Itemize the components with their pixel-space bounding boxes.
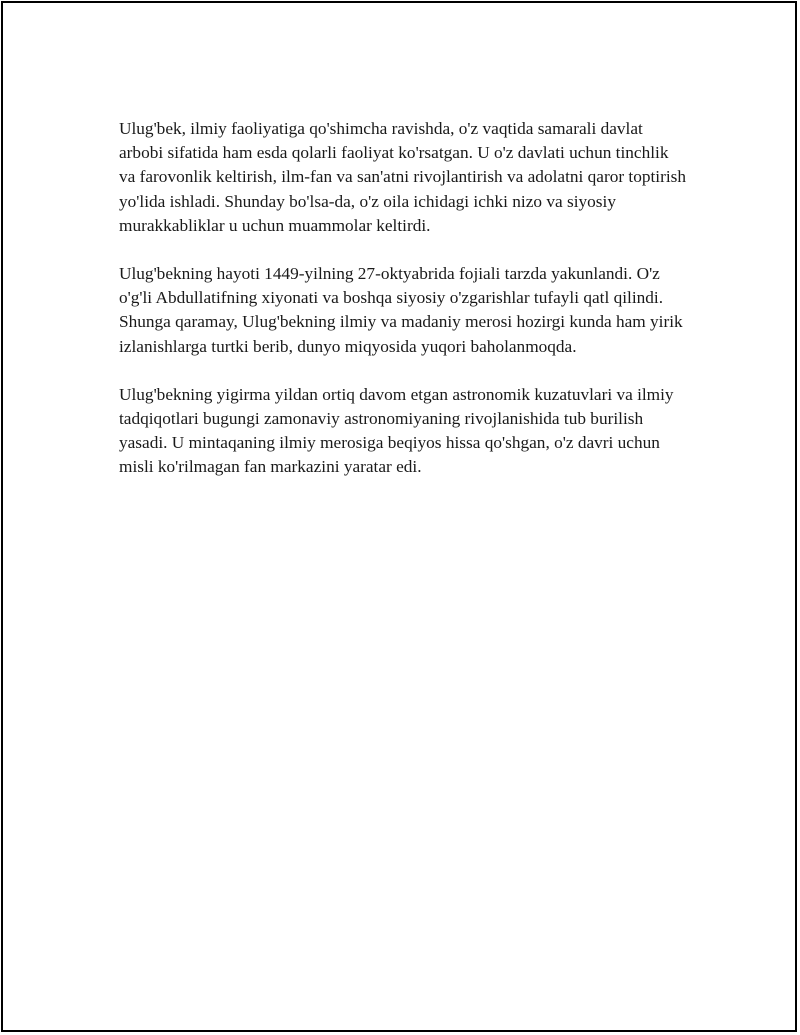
paragraph-legacy: Ulug'bekning yigirma yildan ortiq davom etgan astronomik kuzatuvlari va ilmiy tadqiqotlari bugungi zamonaviy astronomiyaning rivojlanishida tub burilish yasadi. U mintaqaning ilmiy merosiga beqiyos hissa qo'shgan, o'z davri uchun misli ko'rilmagan fan markazini yaratar edi. bbox=[119, 384, 674, 477]
document-body bbox=[119, 117, 689, 504]
paragraph-statesman: Ulug'bek, ilmiy faoliyatiga qo'shimcha ravishda, o'z vaqtida samarali davlat arbobi sifatida ham esda qolarli faoliyat ko'rsatgan. U o'z davlati uchun tinchlik va farovonlik keltirish, ilm-fan va san'atni rivojlantirish va adolatni qaror toptirish yo'lida ishladi. Shunday bo'lsa-da, o'z oila ichidagi ichki nizo va siyosiy murakkabliklar u uchun muammolar keltirdi. bbox=[119, 119, 687, 235]
page-frame bbox=[1, 1, 797, 1032]
paragraph-death: Ulug'bekning hayoti 1449-yilning 27-oktyabrida fojiali tarzda yakunlandi. O'z o'g'li Abdullatifning xiyonati va boshqa siyosiy o'zgarishlar tufayli qatl qilindi. Shunga qaramay, Ulug'bekning ilmiy va madaniy merosi hozirgi kunda ham yirik izlanishlarga turtki berib, dunyo miqyosida yuqori baholanmoqda. bbox=[119, 264, 683, 356]
